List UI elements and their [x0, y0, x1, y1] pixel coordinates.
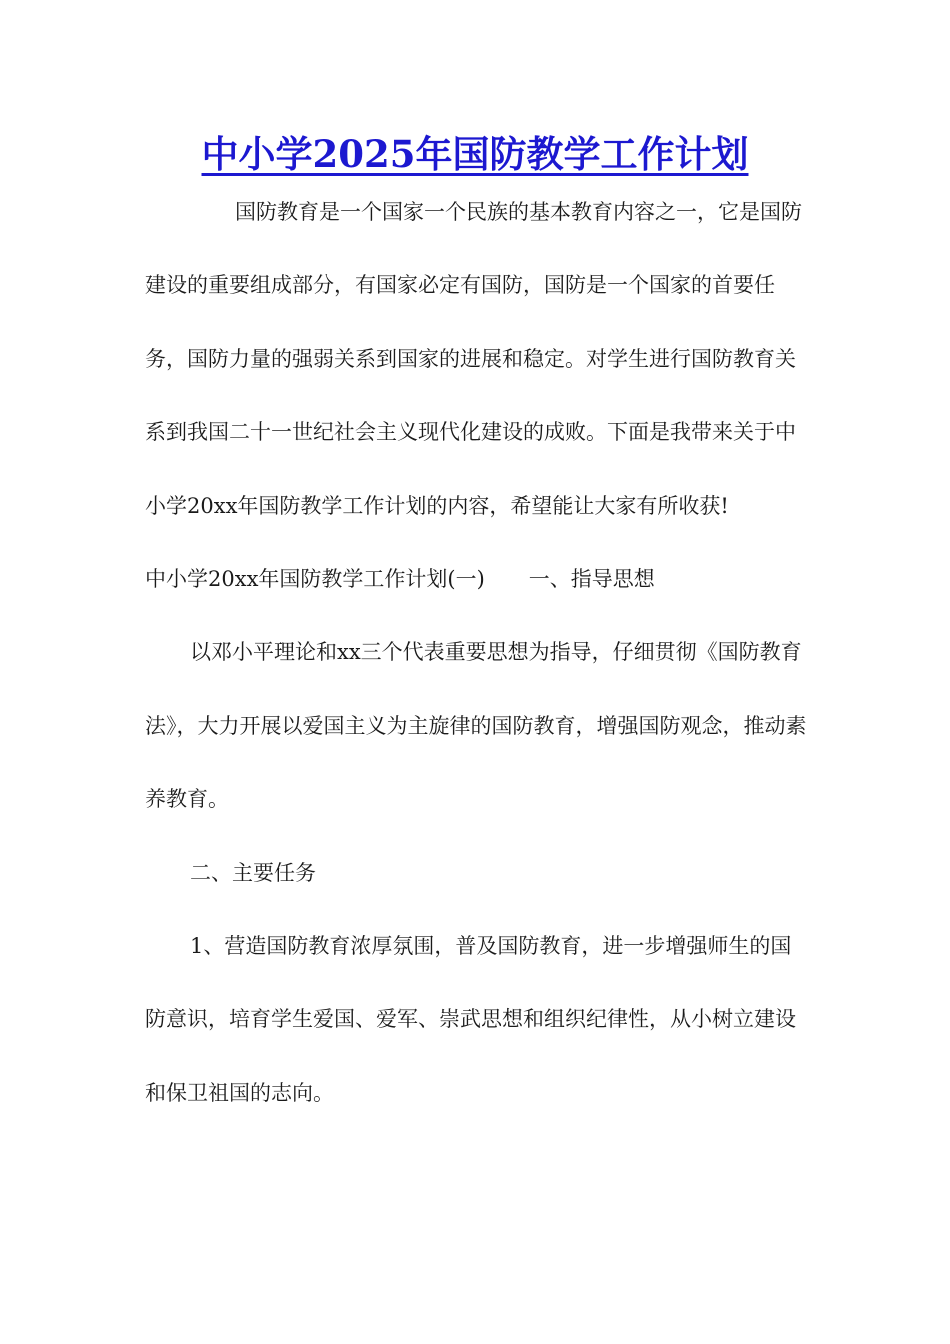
subheading-main-tasks: 二、主要任务 — [190, 860, 316, 885]
main-tasks-paragraph: 1、营造国防教育浓厚氛围，普及国防教育，进一步增强师生的国防意识，培育学生爱国、爱军、崇武思想和组织纪律性，从小树立建设和保卫祖国的志向。 — [145, 934, 796, 1105]
document-title[interactable]: 中小学2025年国防教学工作计划 — [201, 132, 749, 176]
subheading-guiding-ideology: 一、指导思想 — [528, 567, 655, 592]
document-body — [145, 176, 807, 1130]
section-heading: 中小学20xx年国防教学工作计划(一) — [145, 567, 485, 592]
section-heading-line — [145, 543, 807, 616]
intro-paragraph: 国防教育是一个国家一个民族的基本教育内容之一，它是国防建设的重要组成部分，有国家必定有国防，国防是一个国家的首要任务，国防力量的强弱关系到国家的进展和稳定。对学生进行国防教育关系到我国二十一世纪社会主义现代化建设的成败。下面是我带来关于中小学20xx年国防教学工作计划的内容，希望能让大家有所收获! — [145, 200, 802, 518]
guiding-ideology-paragraph: 以邓小平理论和xx三个代表重要思想为指导，仔细贯彻《国防教育法》，大力开展以爱国主义为主旋律的国防教育，增强国防观念，推动素养教育。 — [145, 640, 807, 812]
